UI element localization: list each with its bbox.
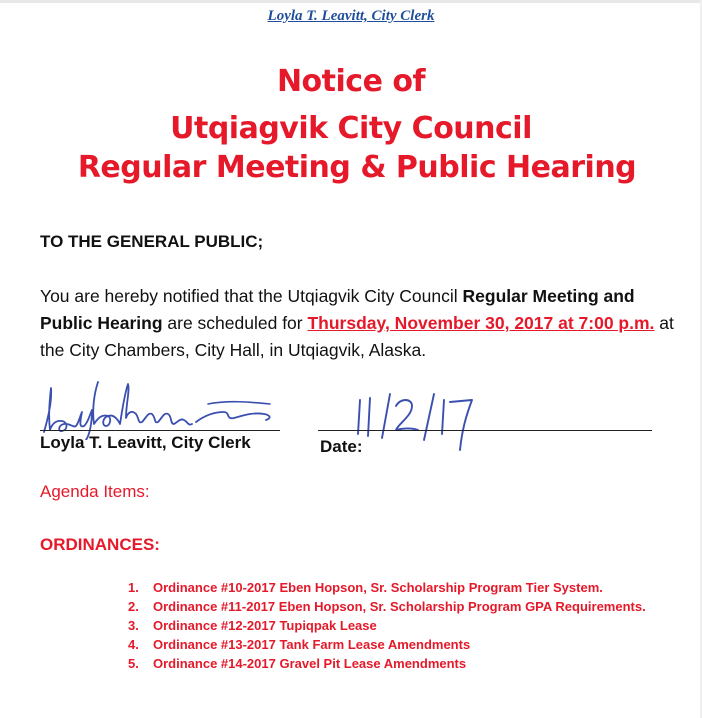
item-text: Ordinance #14-2017 Gravel Pit Lease Amendments bbox=[153, 656, 467, 671]
item-text: Ordinance #10-2017 Eben Hopson, Sr. Scholarship Program Tier System. bbox=[153, 580, 603, 595]
ordinance-list bbox=[128, 578, 648, 673]
header-clerk-line: Loyla T. Leavitt, City Clerk bbox=[267, 8, 435, 24]
notice-body bbox=[40, 283, 680, 364]
item-number: 5. bbox=[128, 656, 139, 671]
list-item bbox=[128, 578, 648, 597]
agenda-items-heading: Agenda Items: bbox=[40, 482, 150, 501]
meeting-type: Regular Meeting and Public Hearing bbox=[40, 286, 635, 333]
signatory-name: Loyla T. Leavitt, City Clerk bbox=[40, 433, 251, 452]
item-number: 2. bbox=[128, 599, 139, 614]
ordinances-heading: ORDINANCES: bbox=[40, 535, 160, 554]
meeting-date-time: Thursday, November 30, 2017 at 7:00 p.m. bbox=[307, 313, 655, 333]
title-line-2: Utqiagvik City Council bbox=[170, 111, 532, 146]
title-line-3: Regular Meeting & Public Hearing bbox=[77, 150, 637, 185]
salutation: TO THE GENERAL PUBLIC; bbox=[40, 232, 264, 251]
item-number: 4. bbox=[128, 637, 139, 652]
item-text: Ordinance #13-2017 Tank Farm Lease Amendments bbox=[153, 637, 471, 652]
item-number: 1. bbox=[128, 580, 139, 595]
list-item bbox=[128, 616, 648, 635]
list-item bbox=[128, 654, 648, 673]
date-label: Date: bbox=[320, 437, 363, 456]
list-item bbox=[128, 597, 648, 616]
signature-line bbox=[40, 430, 280, 431]
body-text-3: at the City Chambers, City Hall, in Utqiagvik, Alaska. bbox=[40, 313, 674, 360]
item-text: Ordinance #11-2017 Eben Hopson, Sr. Scholarship Program GPA Requirements. bbox=[153, 599, 646, 614]
body-text-2: are scheduled for bbox=[162, 313, 308, 333]
top-border bbox=[0, 0, 702, 3]
item-number: 3. bbox=[128, 618, 139, 633]
item-text: Ordinance #12-2017 Tupiqpak Lease bbox=[153, 618, 377, 633]
list-item bbox=[128, 635, 648, 654]
body-text-1: You are hereby notified that the Utqiagvik City Council bbox=[40, 286, 463, 306]
date-line bbox=[318, 430, 652, 431]
title-line-1: Notice of bbox=[276, 64, 426, 99]
